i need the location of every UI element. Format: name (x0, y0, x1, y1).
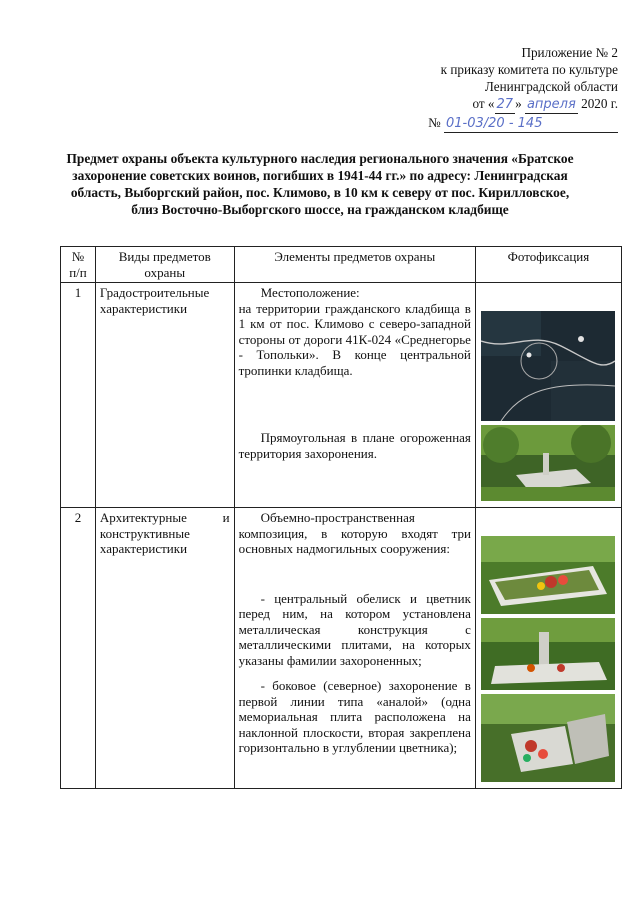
header-photo: Фотофиксация (475, 247, 621, 283)
lectern-grave-photo (481, 694, 615, 782)
appendix-title: Приложение № 2 (521, 45, 618, 60)
appendix-block (358, 44, 618, 133)
row-photos (475, 508, 621, 789)
date-month: апреля (526, 97, 576, 112)
row-num: 2 (61, 508, 96, 789)
row-elements (234, 283, 475, 508)
appendix-region: Ленинградской области (484, 79, 618, 94)
element-text: на территории гражданского кладбища в 1 км от пос. Климово с северо-западной стороны от дороги 41К-024 «Среднегорье - Топольки». В конце центральной тропинки кладбища. (238, 300, 471, 378)
header-elements: Элементы предметов охраны (234, 247, 475, 283)
element-text: Объемно-пространственная композиция, в которую входят три основных надмогильных сооружения: (238, 510, 471, 556)
table-row (61, 508, 622, 789)
element-text: Прямоугольная в плане огороженная территория захоронения. (238, 430, 471, 461)
row-elements (234, 508, 475, 789)
appendix-number: № 01-03/20 - 145 (358, 114, 618, 133)
enclosure-photo (481, 425, 615, 501)
row-photos (475, 283, 621, 508)
header-num: № п/п (61, 247, 96, 283)
row-type: Градостроительные характеристики (95, 283, 234, 508)
header-type: Виды предметов охраны (95, 247, 234, 283)
row-type: Архитектурные и конструктивные характеристики (95, 508, 234, 789)
element-text: Местоположение: (260, 285, 360, 300)
protection-table (60, 246, 622, 789)
date-day: 27 (496, 97, 514, 112)
appendix-order: к приказу комитета по культуре (440, 62, 618, 77)
document-title: Предмет охраны объекта культурного наследия регионального значения «Братское захоронение советских воинов, погибших в 1941-44 гг.» по адресу: Ленинградская область, Выборгский район, пос. Климово, в 10 км к северу от пос. Кирилловское, близ Восточно-Выборгского шоссе, на гражданском кладбище (66, 151, 574, 217)
order-number: 01-03/20 - 145 (444, 115, 618, 133)
central-monument-photo (481, 618, 615, 690)
satellite-map-image (481, 311, 615, 421)
row-num: 1 (61, 283, 96, 508)
table-header-row (61, 247, 622, 283)
element-text: - боковое (северное) захоронение в первой линии типа «аналой» (одна мемориальная плита расположена на наклонной плоскости, вторая закреплена горизонтально в углублении цветника); (238, 678, 471, 755)
element-text: - центральный обелиск и цветник перед ним, на котором установлена металлическая конструкция с металлическими плитами, на которых указаны фамилии захороненных; (238, 590, 471, 668)
appendix-date: от « 27 » апреля 2020 г. (472, 96, 618, 112)
obelisk-photo (481, 536, 615, 614)
date-year: 2020 г. (581, 96, 618, 111)
table-row (61, 283, 622, 508)
